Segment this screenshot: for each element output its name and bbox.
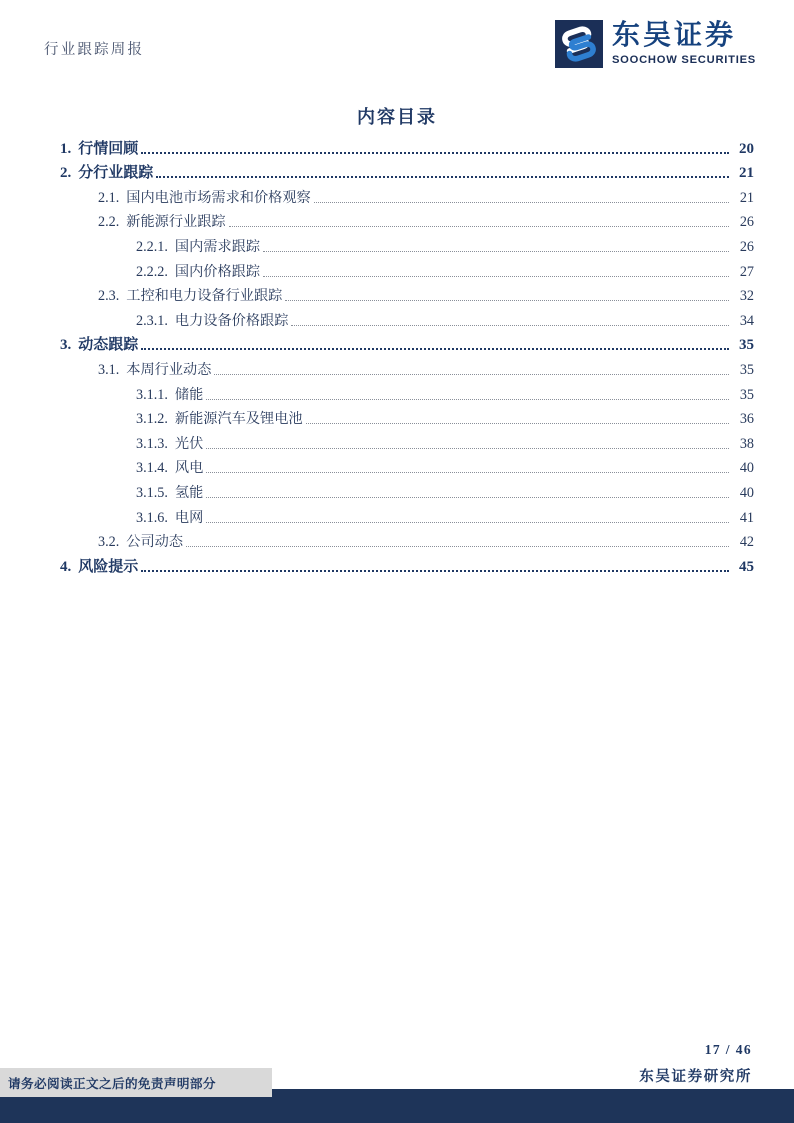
toc-entry[interactable] — [98, 354, 754, 379]
disclaimer-box — [0, 1068, 272, 1097]
toc-entry-number: 2. — [60, 165, 72, 182]
toc-entry-label: 国内价格跟踪 — [174, 263, 261, 280]
toc-entry-page: 21 — [739, 165, 754, 182]
research-institute-label: 东吴证券研究所 — [639, 1069, 752, 1085]
toc-entry-label: 新能源行业跟踪 — [126, 214, 226, 231]
toc-entry[interactable] — [136, 404, 754, 429]
toc-leader-dots — [206, 399, 729, 400]
report-type-label: 行业跟踪周报 — [44, 42, 145, 58]
brand-name-en: SOOCHOW SECURITIES — [611, 53, 756, 66]
toc-entry[interactable] — [60, 133, 754, 158]
toc-entry-label: 储能 — [174, 386, 204, 403]
toc-entry-number: 1. — [60, 140, 72, 157]
toc-entry-page: 35 — [739, 337, 754, 354]
toc-entry[interactable] — [136, 305, 754, 330]
toc-entry-page: 40 — [739, 460, 754, 477]
toc-entry-label: 行情回顾 — [78, 140, 139, 157]
toc-leader-dots — [263, 276, 729, 277]
toc-entry[interactable] — [136, 428, 754, 453]
toc-entry-label: 本周行业动态 — [126, 361, 212, 378]
page-title: 内容目录 — [357, 107, 437, 127]
toc-entry-label: 国内需求跟踪 — [174, 238, 261, 255]
toc-entry-page: 45 — [739, 558, 754, 575]
toc-entry-page: 42 — [739, 534, 754, 551]
toc-entry-number: 3.1.2. — [136, 411, 168, 428]
toc-entry-page: 34 — [739, 312, 754, 329]
toc-entry-page: 38 — [739, 435, 754, 452]
toc-entry-label: 公司动态 — [126, 534, 184, 551]
toc-entry-number: 2.2.1. — [136, 238, 168, 255]
toc-leader-dots — [263, 251, 729, 252]
toc-entry-page: 36 — [739, 411, 754, 428]
toc-leader-dots — [314, 202, 729, 203]
toc-entry-page: 32 — [739, 288, 754, 305]
toc-entry[interactable] — [98, 281, 754, 306]
toc-entry[interactable] — [98, 207, 754, 232]
toc-entry-number: 3.1. — [98, 361, 120, 378]
toc-entry-number: 3.1.3. — [136, 435, 168, 452]
toc-entry-label: 动态跟踪 — [78, 337, 139, 354]
toc-leader-dots — [141, 348, 729, 350]
toc-entry-number: 3.2. — [98, 534, 120, 551]
page-header — [0, 0, 794, 86]
toc-entry-number: 2.2.2. — [136, 263, 168, 280]
toc-entry-number: 3.1.4. — [136, 460, 168, 477]
toc-entry-page: 41 — [739, 509, 754, 526]
toc-entry-label: 电力设备价格跟踪 — [174, 312, 289, 329]
brand-logo — [555, 20, 756, 68]
toc-entry-label: 新能源汽车及锂电池 — [174, 411, 303, 428]
toc-entry[interactable] — [136, 502, 754, 527]
toc-leader-dots — [291, 325, 729, 326]
toc-entry-page: 26 — [739, 214, 754, 231]
toc-entry-page: 26 — [739, 238, 754, 255]
toc-entry[interactable] — [60, 158, 754, 183]
toc-entry-label: 电网 — [174, 509, 204, 526]
toc-entry-number: 3.1.1. — [136, 386, 168, 403]
toc-entry[interactable] — [136, 477, 754, 502]
toc-entry-label: 风险提示 — [78, 558, 139, 575]
toc-leader-dots — [141, 152, 729, 154]
soochow-s-mark-icon — [555, 20, 603, 68]
toc-entry-number: 3.1.5. — [136, 484, 168, 501]
toc-entry-label: 国内电池市场需求和价格观察 — [126, 189, 311, 206]
toc-entry-page: 27 — [739, 263, 754, 280]
toc-entry-label: 分行业跟踪 — [78, 165, 154, 182]
toc-entry-page: 21 — [739, 189, 754, 206]
disclaimer-text: 请务必阅读正文之后的免责声明部分 — [8, 1077, 216, 1091]
brand-name-cn: 东吴证券 — [611, 19, 736, 51]
table-of-contents — [60, 133, 754, 576]
toc-leader-dots — [206, 472, 729, 473]
toc-entry-number: 2.3. — [98, 288, 120, 305]
toc-leader-dots — [214, 374, 729, 375]
toc-entry-number: 2.1. — [98, 189, 120, 206]
toc-entry[interactable] — [60, 551, 754, 576]
toc-entry[interactable] — [136, 453, 754, 478]
toc-leader-dots — [206, 448, 729, 449]
toc-leader-dots — [285, 300, 729, 301]
toc-entry-label: 氢能 — [174, 484, 204, 501]
toc-entry[interactable] — [136, 231, 754, 256]
toc-leader-dots — [156, 176, 729, 178]
page-number: 17 / 46 — [704, 1042, 752, 1057]
brand-wordmark — [611, 19, 756, 66]
toc-leader-dots — [186, 546, 729, 547]
toc-entry-number: 4. — [60, 558, 72, 575]
toc-leader-dots — [229, 226, 729, 227]
toc-entry-number: 3.1.6. — [136, 509, 168, 526]
toc-entry-number: 2.3.1. — [136, 312, 168, 329]
toc-leader-dots — [206, 522, 729, 523]
toc-entry-number: 3. — [60, 337, 72, 354]
toc-leader-dots — [141, 570, 729, 572]
toc-entry[interactable] — [136, 256, 754, 281]
toc-entry-page: 20 — [739, 140, 754, 157]
toc-entry-page: 35 — [739, 361, 754, 378]
toc-leader-dots — [306, 423, 729, 424]
toc-entry-number: 2.2. — [98, 214, 120, 231]
toc-entry[interactable] — [136, 379, 754, 404]
toc-entry-label: 风电 — [174, 460, 204, 477]
toc-entry-page: 40 — [739, 484, 754, 501]
toc-entry-label: 工控和电力设备行业跟踪 — [126, 288, 283, 305]
toc-entry[interactable] — [98, 182, 754, 207]
toc-leader-dots — [206, 497, 729, 498]
toc-entry-page: 35 — [739, 386, 754, 403]
toc-entry[interactable] — [98, 527, 754, 552]
toc-entry[interactable] — [60, 330, 754, 355]
toc-entry-label: 光伏 — [174, 435, 204, 452]
